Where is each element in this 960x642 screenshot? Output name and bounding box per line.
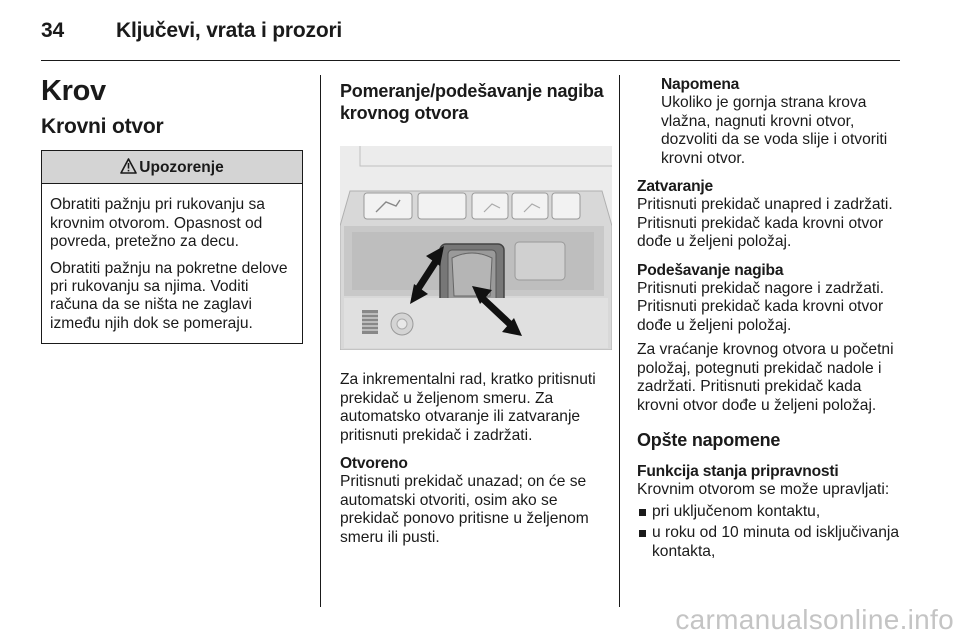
warning-paragraph-1: Obratiti pažnju pri rukovanju sa krovnim otvorom. Opasnost od povreda, pretežno za decu. [50,196,265,251]
warning-triangle-icon [120,158,137,174]
sunroof-switch-illustration-icon [340,146,612,350]
standby-heading: Funkcija stanja pripravnosti [637,462,839,480]
column-divider-1 [320,75,321,607]
page-number: 34 [41,19,64,42]
left-column [41,74,303,344]
open-text: Pritisnuti prekidač unazad; on će se automatski otvoriti, osim ako se prekidač ponovo pritisne u željenom smeru ili pusti. [340,473,589,546]
note-box [637,76,905,168]
warning-box [41,150,303,344]
adjust-heading: Pomeranje/podešavanje nagiba krovnog otvora [340,81,604,123]
column-divider-2 [619,75,620,607]
tilt-heading: Podešavanje nagiba [637,261,784,279]
warning-paragraph-2: Obratiti pažnju na pokretne delove pri rukovanju sa njima. Voditi računa da se ništa ne zaglavi između njih dok se pomeraju. [50,259,288,332]
warning-header [42,151,302,184]
standby-list [637,503,905,561]
section-subtitle: Krovni otvor [41,115,164,138]
open-heading: Otvoreno [340,455,408,473]
chapter-title: Ključevi, vrata i prozori [116,19,343,42]
intro-paragraph: Za inkrementalni rad, kratko pritisnuti prekidač u željenom smeru. Za automatsko otvaranje ili zatvaranje pritisnuti prekidač i zadržati. [340,371,596,444]
section-title: Krov [41,75,106,107]
right-column [637,76,905,564]
standby-text: Krovnim otvorom se može upravljati: [637,481,890,499]
watermark: carmanualsonline.info [675,604,954,635]
tilt-text-1: Pritisnuti prekidač nagore i zadržati. Pritisnuti prekidač kada krovni otvor dođe u željeni položaj. [637,280,885,334]
close-heading: Zatvaranje [637,178,714,196]
header-rule [41,60,900,61]
note-heading: Napomena [661,76,740,93]
note-text: Ukoliko je gornja strana krova vlažna, nagnuti krovni otvor, dozvoliti da se voda slije i otvoriti krovni otvor. [661,94,888,167]
close-text: Pritisnuti prekidač unapred i zadržati. Pritisnuti prekidač kada krovni otvor dođe u željeni položaj. [637,196,893,251]
bullet-square-icon [639,509,646,516]
warning-label: Upozorenje [139,159,224,176]
warning-body [42,184,302,343]
bullet-square-icon [639,530,646,537]
tilt-text-2: Za vraćanje krovnog otvora u početni položaj, potegnuti prekidač nadole i zadržati. Pritisnuti prekidač kada krovni otvor dođe u željeni položaj. [637,341,894,414]
general-heading: Opšte napomene [637,429,781,450]
list-item [637,503,905,521]
middle-column [340,80,606,557]
list-item [637,524,905,561]
list-item-text: u roku od 10 minuta od isključivanja kontakta, [652,524,900,560]
list-item-text: pri uključenom kontaktu, [652,502,821,520]
